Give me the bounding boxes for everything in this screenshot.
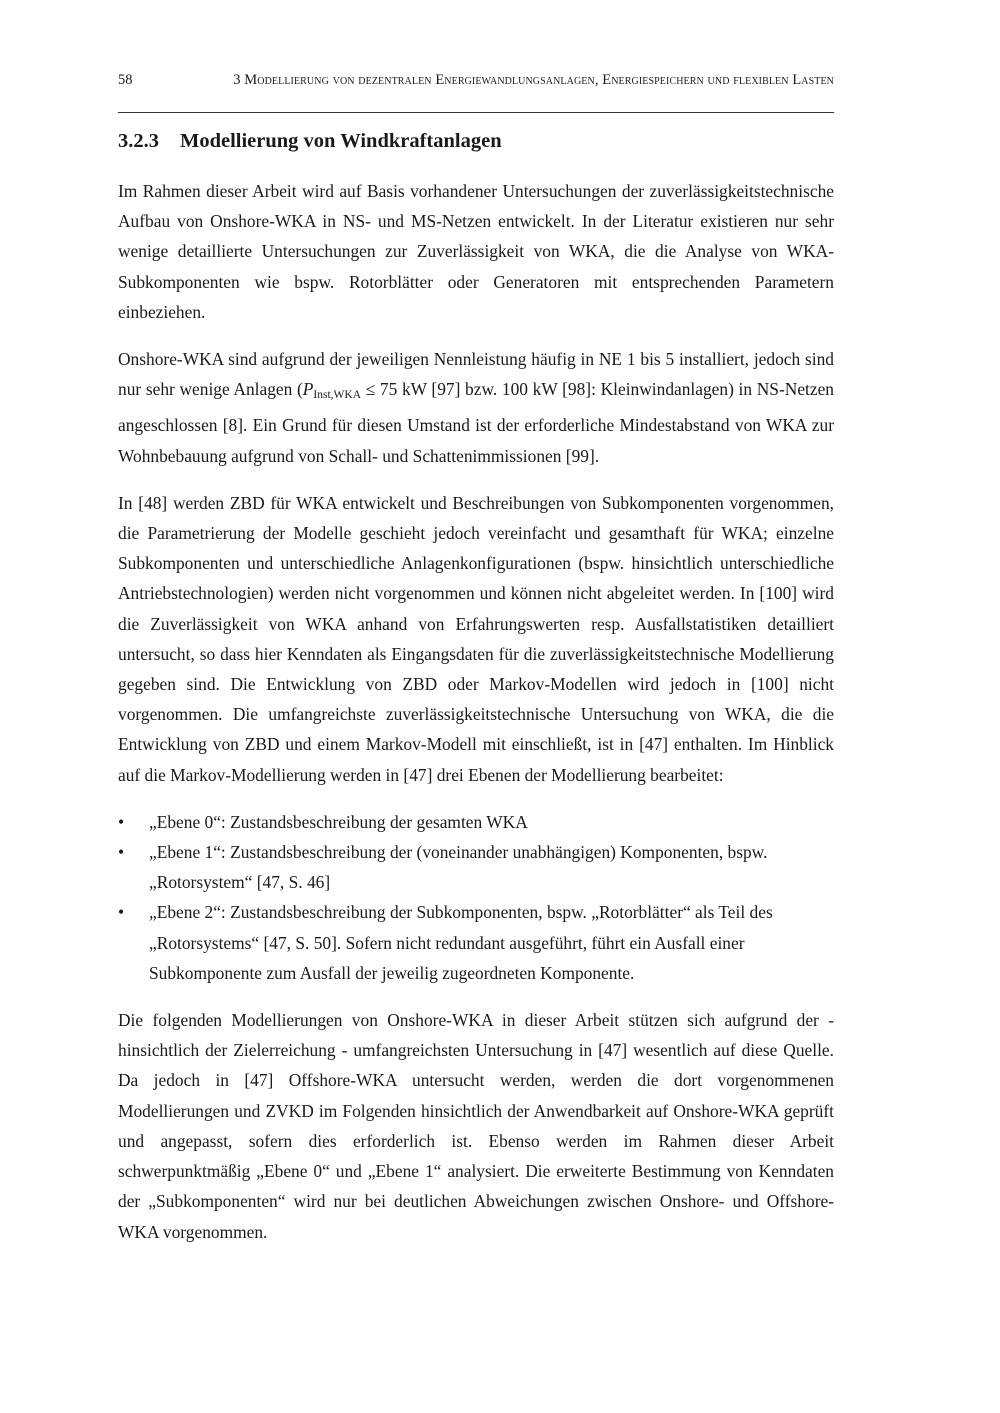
list-item xyxy=(118,837,834,897)
document-page xyxy=(118,64,834,1264)
running-header xyxy=(118,64,834,113)
list-item xyxy=(118,807,834,837)
paragraph-4: Die folgenden Modellierungen von Onshore-WKA in dieser Arbeit stützen sich aufgrund der - hinsichtlich der Zielerreichung - umfangreichsten Untersuchung in [47] wesentlich auf diese Quelle. Da jedoch in [47] Offshore-WKA untersucht werden, werden die dort vorgenommenen Modellierungen und ZVKD im Folgenden hinsichtlich der Anwendbarkeit auf Onshore-WKA geprüft und angepasst, sofern dies erforderlich ist. Ebenso werden im Rahmen dieser Arbeit schwerpunktmäßig „Ebene 0“ und „Ebene 1“ analysiert. Die erweiterte Bestimmung von Kenndaten der „Subkomponenten“ wird nur bei deutlichen Abweichungen zwischen Onshore- und Offshore-WKA vorgenommen. xyxy=(118,1010,834,1242)
bullet-icon: • xyxy=(118,902,125,923)
power-symbol-subscript: Inst,WKA xyxy=(313,389,362,402)
paragraph-2-text-after: ≤ 75 kW [97] bzw. 100 kW [98]: Kleinwindanlagen) in NS-Netzen angeschlossen [8]. Ein Grund für diesen Umstand ist der erforderliche Mindestabstand von WKA zur Wohnbebauung aufgrund von Schall- und Schattenimmissionen [99]. xyxy=(118,379,835,466)
paragraph-3: In [48] werden ZBD für WKA entwickelt und Beschreibungen von Subkomponenten vorgenommen, die Parametrierung der Modelle geschieht jedoch vereinfacht und gesamthaft für WKA; einzelne Subkomponenten und unterschiedliche Anlagenkonfigurationen (bspw. hinsichtlich unterschiedliche Antriebstechnologien) werden nicht vorgenommen und können nicht abgeleitet werden. In [100] wird die Zuverlässigkeit von WKA anhand von Erfahrungswerten resp. Ausfallstatistiken detailliert untersucht, so dass hier Kenndaten als Eingangsdaten für die zuverlässigkeitstechnische Modellierung gegeben sind. Die Entwicklung von ZBD oder Markov-Modellen wird jedoch in [100] nicht vorgenommen. Die umfangreichste zuverlässigkeitstechnische Untersuchung von WKA, die die Entwicklung von ZBD und einem Markov-Modell mit einschließt, ist in [47] enthalten. Im Hinblick auf die Markov-Modellierung werden in [47] drei Ebenen der Modellierung bearbeitet: xyxy=(118,492,834,785)
body-text xyxy=(118,176,834,1247)
running-header-title: 3 Modellierung von dezentralen Energiewandlungsanlagen, Energiespeichern und flexiblen Lasten xyxy=(233,72,834,88)
paragraph-1: Im Rahmen dieser Arbeit wird auf Basis vorhandener Untersuchungen der zuverlässigkeitstechnische Aufbau von Onshore-WKA in NS- und MS-Netzen entwickelt. In der Literatur existieren nur sehr wenige detaillierte Untersuchungen zur Zuverlässigkeit von WKA, die die Analyse von WKA-Subkomponenten wie bspw. Rotorblätter oder Generatoren mit entsprechenden Parametern einbeziehen. xyxy=(118,181,834,322)
list-item-text: „Ebene 1“: Zustandsbeschreibung der (voneinander unabhängigen) Komponenten, bspw. „Rotorsystem“ [47, S. 46] xyxy=(149,842,768,893)
section-title: Modellierung von Windkraftanlagen xyxy=(180,130,502,152)
section-heading xyxy=(118,126,834,156)
list-item xyxy=(118,897,834,988)
paragraph-2-text-before: Onshore-WKA sind aufgrund der jeweiligen Nennleistung häufig in NE 1 bis 5 installiert, jedoch sind nur sehr wenige Anlagen ( xyxy=(118,349,834,400)
page-number: 58 xyxy=(118,72,133,88)
power-symbol: PInst,WKA xyxy=(302,379,362,402)
list-item-text: „Ebene 2“: Zustandsbeschreibung der Subkomponenten, bspw. „Rotorblätter“ als Teil des „Rotorsystems“ [47, S. 50]. Sofern nicht redundant ausgeführt, führt ein Ausfall einer Subkomponente zum Ausfall der jeweilig zugeordneten Komponente. xyxy=(149,902,773,983)
section-number: 3.2.3 xyxy=(118,130,159,152)
list-item-text: „Ebene 0“: Zustandsbeschreibung der gesamten WKA xyxy=(149,811,528,832)
paragraph-2 xyxy=(118,344,834,471)
bullet-icon: • xyxy=(118,842,125,863)
bullet-icon: • xyxy=(118,811,125,832)
modelling-levels-list xyxy=(118,807,834,988)
